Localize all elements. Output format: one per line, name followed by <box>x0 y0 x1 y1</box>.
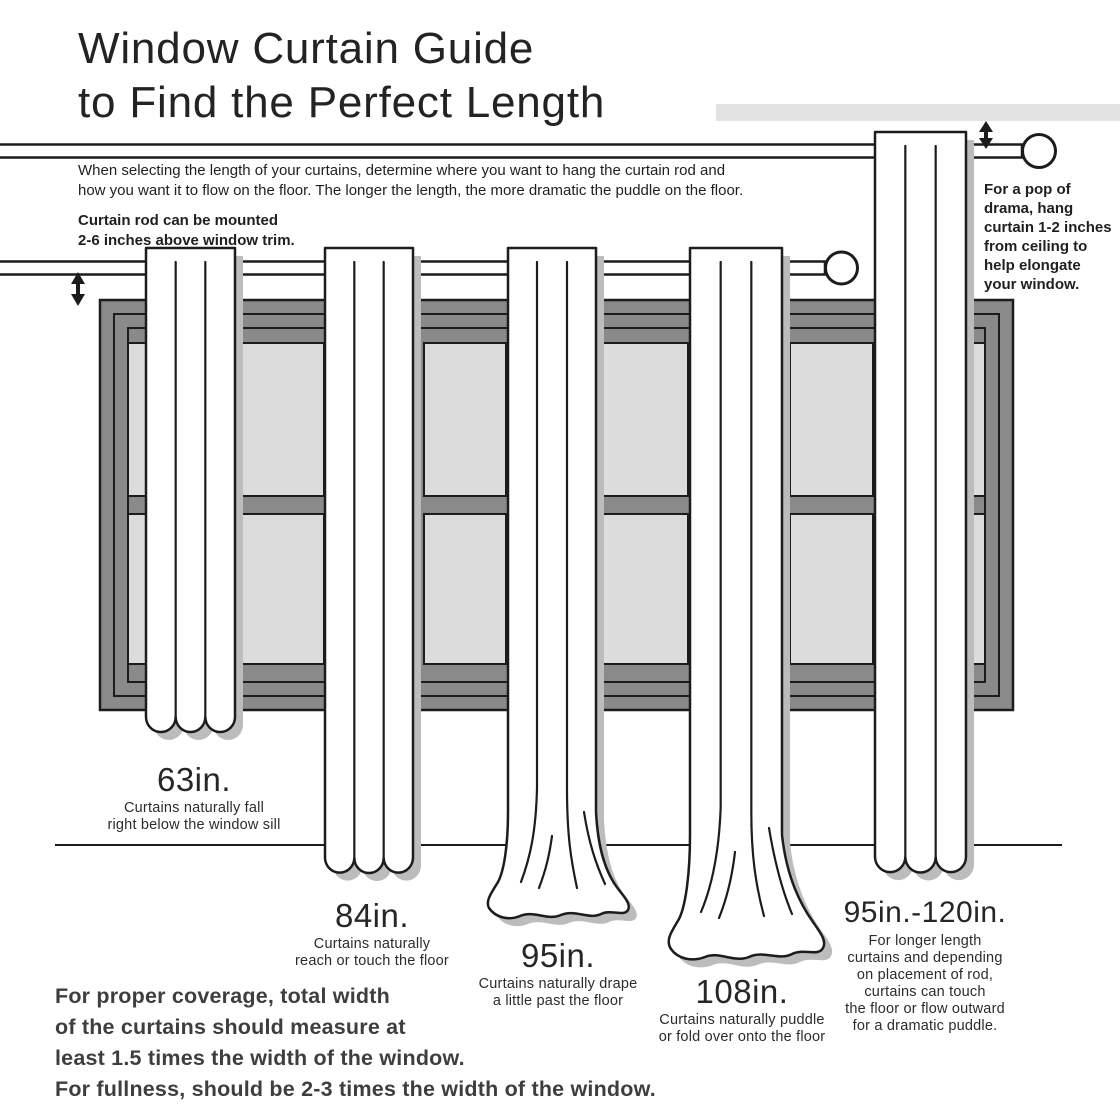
ball-finial-icon <box>1023 135 1056 168</box>
length-description: For longer length curtains and depending on placement of rod, curtains can touch the floor or flow outward for a dramatic puddle. <box>845 933 1005 1034</box>
length-size: 84in. <box>334 897 410 934</box>
window-pane <box>236 343 324 496</box>
ball-finial-icon <box>826 252 858 284</box>
ceiling-bar <box>716 104 1120 121</box>
intro-text: When selecting the length of your curtains, determine where you want to hang the curtain rod and how you want it to flow on the floor. The longer the length, the more dramatic the puddle on the floor. <box>78 162 744 199</box>
window-pane <box>424 514 506 664</box>
curtain-95-120in <box>875 132 974 880</box>
length-size: 108in. <box>695 973 789 1010</box>
length-description: Curtains naturally puddle or fold over onto the floor <box>658 1012 826 1045</box>
label-63in <box>44 762 344 834</box>
mount-height-arrow-icon <box>71 272 85 306</box>
length-description: Curtains naturally drape a little past the floor <box>478 976 638 1009</box>
coverage-note: For proper coverage, total width of the curtains should measure at least 1.5 times the width of the window. For fullness, should be 2-3 times the width of the window. <box>55 984 656 1101</box>
rod-mount-note: Curtain rod can be mounted 2-6 inches above window trim. <box>78 212 295 249</box>
length-size: 63in. <box>156 761 232 798</box>
label-95-120in <box>795 895 1055 1035</box>
length-description: Curtains naturally fall right below the window sill <box>107 800 281 833</box>
length-size: 95in. <box>520 937 596 974</box>
length-description: Curtains naturally reach or touch the floor <box>295 936 449 969</box>
curtain-63in <box>146 248 243 740</box>
window-pane <box>600 343 688 496</box>
window-pane <box>600 514 688 664</box>
page-title: Window Curtain Guide to Find the Perfect Length <box>78 24 606 127</box>
window-pane <box>790 514 873 664</box>
length-size: 95in.-120in. <box>843 896 1007 929</box>
window-pane <box>424 343 506 496</box>
ceiling-tip-text: For a pop of drama, hang curtain 1-2 inches from ceiling to help elongate your window. <box>984 181 1112 293</box>
window-pane <box>236 514 324 664</box>
window-pane <box>790 343 873 496</box>
